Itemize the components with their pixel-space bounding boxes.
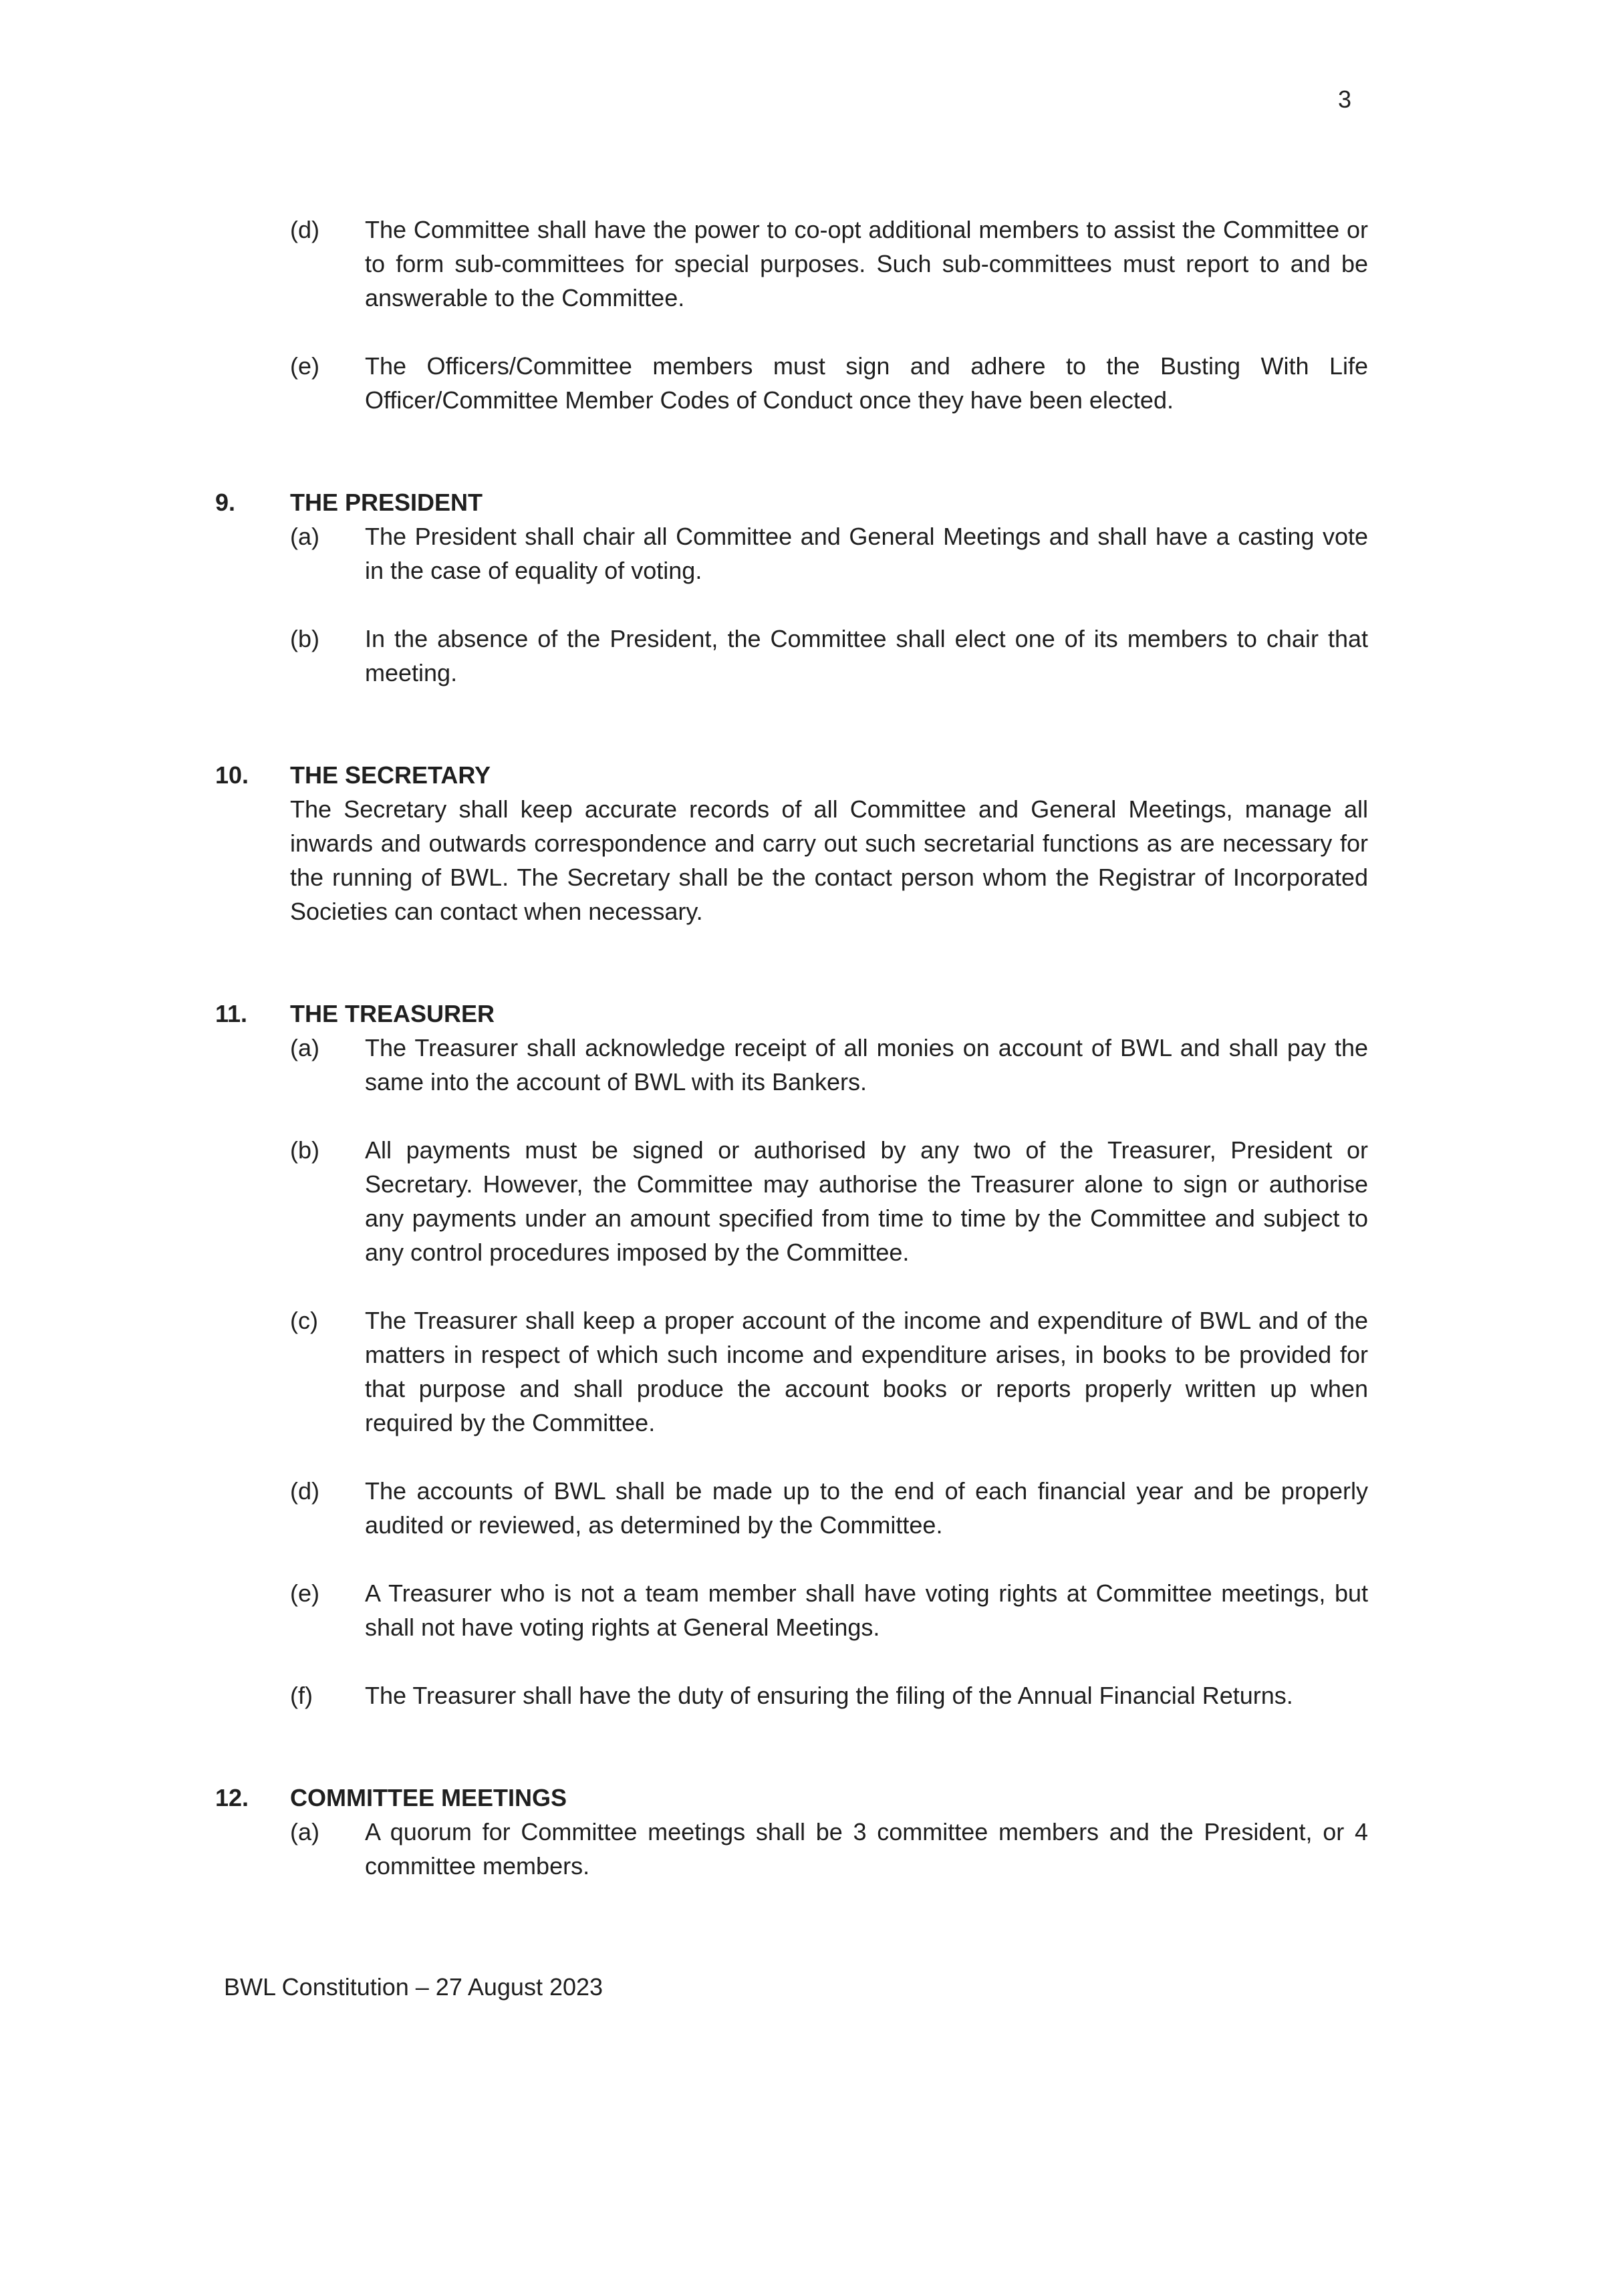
clause-item [290, 1474, 1368, 1542]
clause-text: The Committee shall have the power to co-opt additional members to assist the Committee or to form sub-committees for special purposes. Such sub-committees must report to and be answerable to the Committee. [365, 216, 1368, 311]
section-heading [215, 997, 1368, 1031]
section-paragraph: The Secretary shall keep accurate records of all Committee and General Meetings, manage all inwards and outwards correspondence and carry out such secretarial functions as are necessary for the running of BWL. The Secretary shall be the contact person whom the Registrar of Incorporated Societies can contact when necessary. [290, 795, 1368, 925]
section-heading [215, 758, 1368, 792]
clause-label: (d) [290, 1477, 319, 1505]
section-heading [215, 1781, 1368, 1815]
section-treasurer [215, 997, 1368, 1712]
clause-text: The Treasurer shall acknowledge receipt of all monies on account of BWL and shall pay the same into the account of BWL with its Bankers. [365, 1034, 1368, 1096]
section-president [215, 485, 1368, 690]
section-title: THE PRESIDENT [290, 489, 483, 516]
clause-item [290, 1133, 1368, 1269]
clause-text: In the absence of the President, the Committee shall elect one of its members to chair that meeting. [365, 625, 1368, 686]
section-number: 9. [215, 489, 236, 516]
section-title: COMMITTEE MEETINGS [290, 1784, 567, 1811]
clause-text: All payments must be signed or authorised by any two of the Treasurer, President or Secretary. However, the Committee may authorise the Treasurer alone to sign or authorise any payments under an amount specified from time to time by the Committee and subject to any control procedures imposed by the Committee. [365, 1136, 1368, 1266]
section-title: THE TREASURER [290, 1000, 495, 1027]
page-number: 3 [1338, 86, 1352, 113]
clause-item [290, 1678, 1368, 1712]
clause-item [290, 1031, 1368, 1099]
section-number: 11. [215, 1000, 248, 1027]
clause-label: (b) [290, 1136, 319, 1164]
clause-label: (a) [290, 1818, 319, 1845]
section-number: 12. [215, 1784, 249, 1811]
clause-label: (e) [290, 352, 319, 380]
clause-text: A Treasurer who is not a team member shall have voting rights at Committee meetings, but shall not have voting rights at General Meetings. [365, 1579, 1368, 1641]
clause-text: The Officers/Committee members must sign and adhere to the Busting With Life Officer/Committee Member Codes of Conduct once they have been elected. [365, 352, 1368, 414]
section-number: 10. [215, 761, 249, 789]
clause-item [290, 622, 1368, 690]
clause-label: (a) [290, 523, 319, 550]
clause-item [290, 1303, 1368, 1440]
clause-text: The Treasurer shall have the duty of ensuring the filing of the Annual Financial Returns. [365, 1682, 1293, 1709]
section-title: THE SECRETARY [290, 761, 491, 789]
section-heading [215, 485, 1368, 519]
clause-item [290, 519, 1368, 588]
document-body [215, 213, 1368, 1883]
intro-clauses [215, 213, 1368, 417]
clause-item [290, 1576, 1368, 1644]
clause-label: (c) [290, 1307, 318, 1334]
clause-label: (e) [290, 1579, 319, 1607]
section-secretary [215, 758, 1368, 928]
clause-text: A quorum for Committee meetings shall be 3 committee members and the President, or 4 committee members. [365, 1818, 1368, 1880]
section-committee-meetings [215, 1781, 1368, 1883]
clause-item [290, 213, 1368, 315]
clause-text: The Treasurer shall keep a proper account of the income and expenditure of BWL and of the matters in respect of which such income and expenditure arises, in books to be provided for that purpose and shall produce the account books or reports properly written up when required by the Committee. [365, 1307, 1368, 1436]
clause-label: (f) [290, 1682, 313, 1709]
page-footer: BWL Constitution – 27 August 2023 [224, 1973, 603, 2001]
clause-label: (b) [290, 625, 319, 652]
clause-label: (a) [290, 1034, 319, 1061]
clause-item [290, 349, 1368, 417]
clause-item [290, 1815, 1368, 1883]
clause-text: The accounts of BWL shall be made up to the end of each financial year and be properly audited or reviewed, as determined by the Committee. [365, 1477, 1368, 1539]
clause-label: (d) [290, 216, 319, 243]
clause-text: The President shall chair all Committee and General Meetings and shall have a casting vote in the case of equality of voting. [365, 523, 1368, 584]
